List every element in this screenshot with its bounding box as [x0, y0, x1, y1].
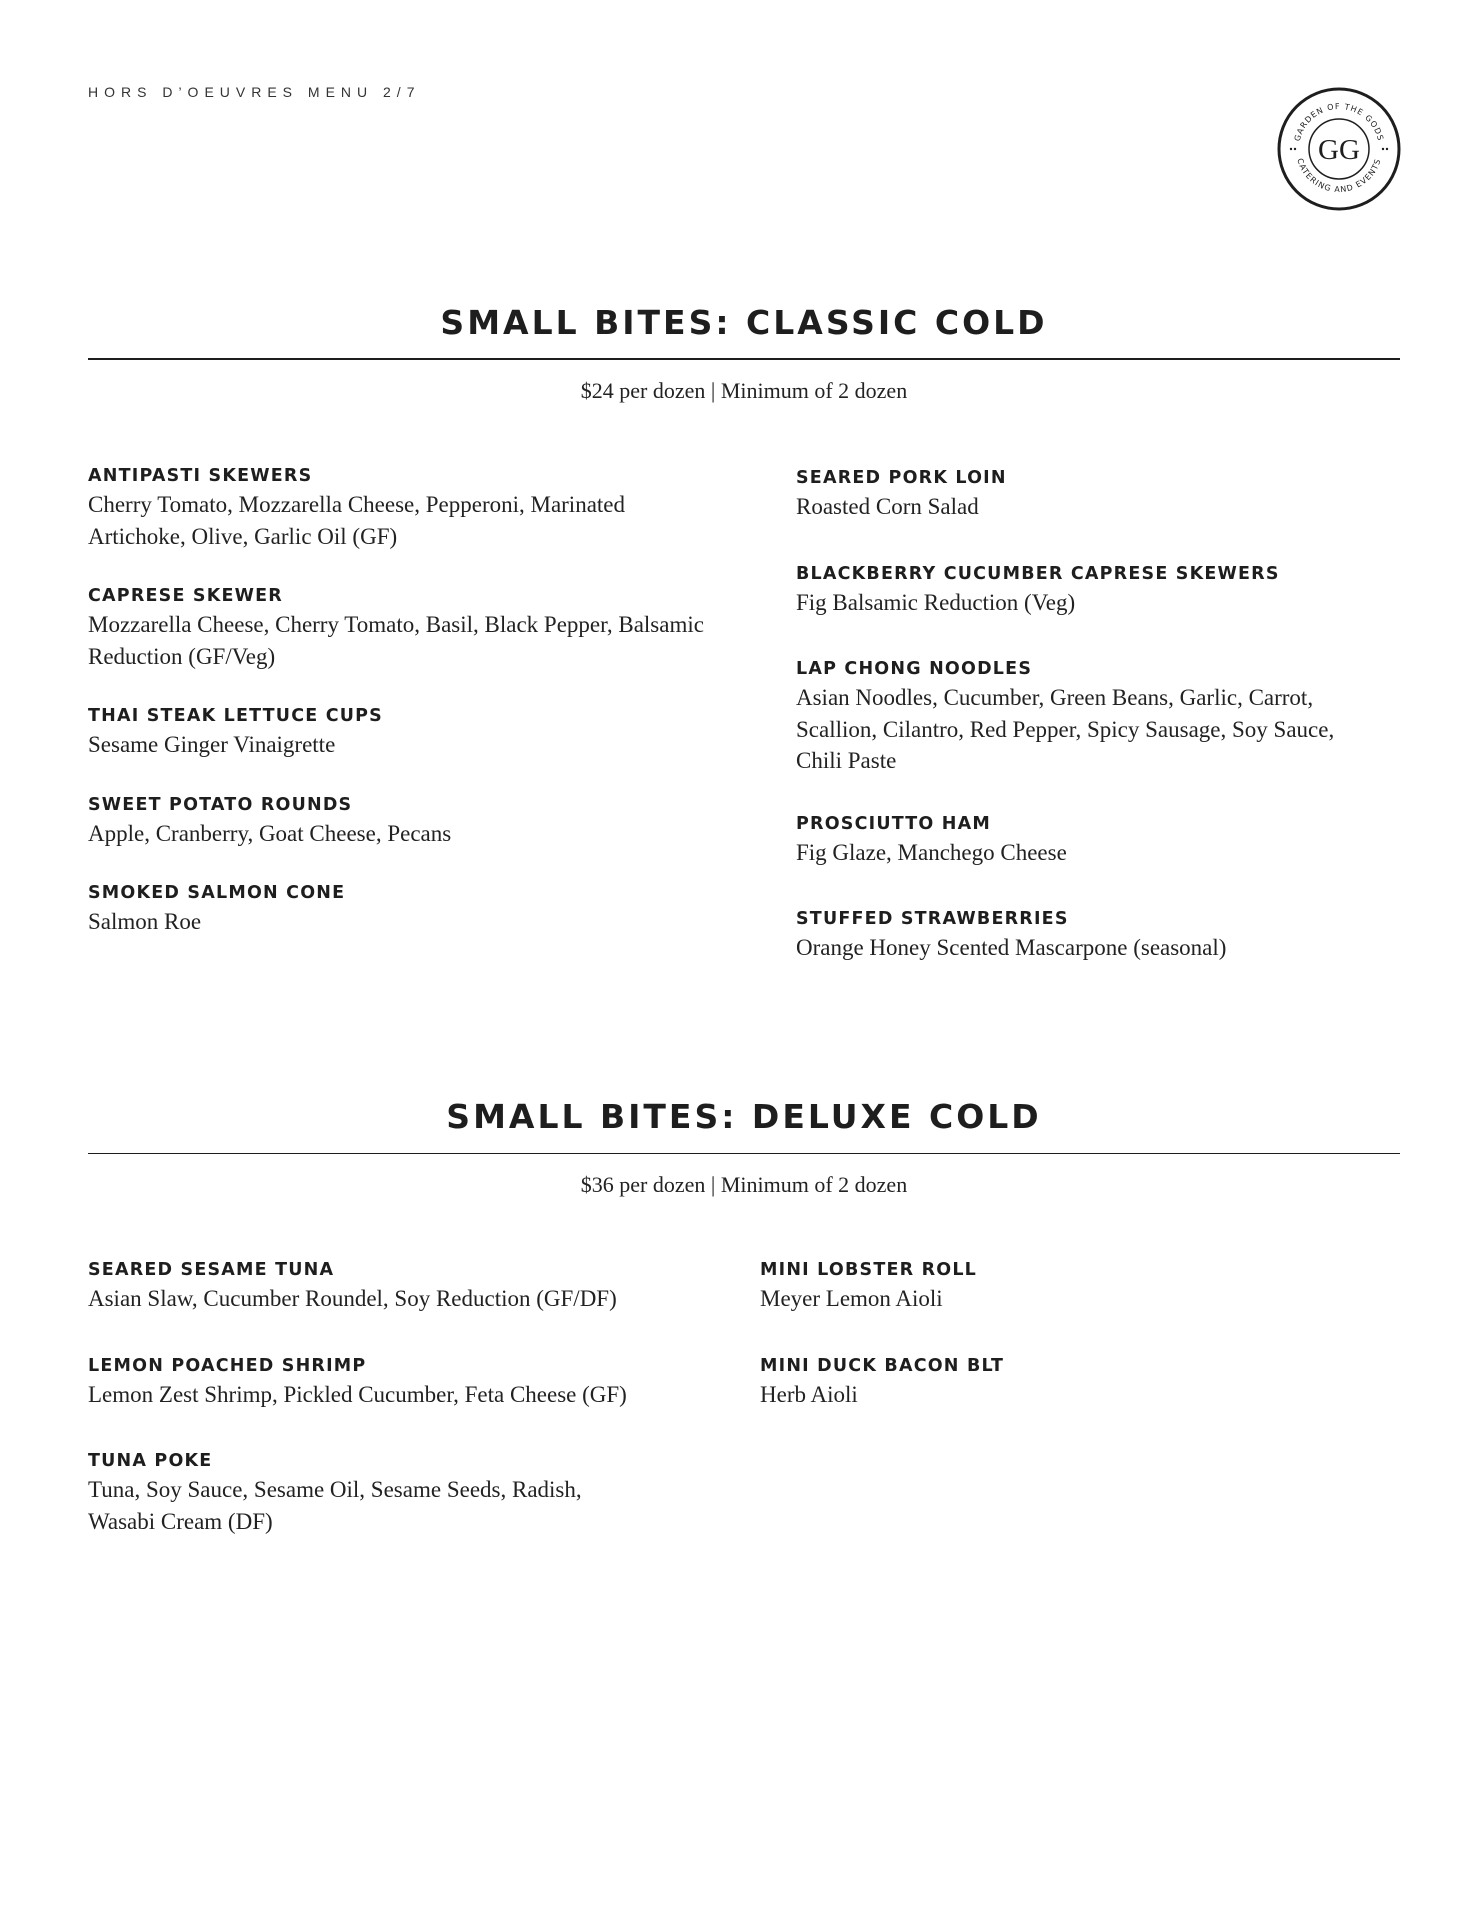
classic-cold-right-column — [796, 465, 1396, 964]
menu-item-name: LAP CHONG NOODLES — [796, 659, 1033, 679]
menu-item — [796, 906, 1396, 964]
menu-item-name: CAPRESE SKEWER — [88, 586, 283, 606]
menu-item — [88, 463, 748, 552]
garden-of-the-gods-logo — [1276, 86, 1402, 212]
menu-item — [796, 561, 1396, 619]
menu-item-description: Sesame Ginger Vinaigrette — [88, 732, 336, 757]
menu-item-name: PROSCIUTTO HAM — [796, 813, 991, 834]
section-price-classic-cold: $24 per dozen | Minimum of 2 dozen — [580, 378, 908, 403]
menu-item-name: SEARED SESAME TUNA — [88, 1260, 335, 1280]
menu-item — [796, 811, 1396, 869]
section-divider — [88, 358, 1400, 360]
menu-item-description: Salmon Roe — [88, 909, 202, 934]
menu-item-description: Cherry Tomato, Mozzarella Cheese, Pepperoni, Marinated Artichoke, Olive, Garlic Oil (GF) — [88, 492, 626, 549]
menu-item-description: Asian Noodles, Cucumber, Green Beans, Garlic, Carrot, Scallion, Cilantro, Red Pepper, Spicy Sausage, Soy Sauce, Chili Paste — [796, 685, 1335, 773]
menu-item — [88, 703, 748, 761]
menu-item-name: LEMON POACHED SHRIMP — [88, 1355, 367, 1376]
menu-item — [88, 792, 748, 850]
section-price-deluxe-cold: $36 per dozen | Minimum of 2 dozen — [580, 1172, 908, 1197]
menu-item-description: Tuna, Soy Sauce, Sesame Oil, Sesame Seeds, Radish, Wasabi Cream (DF) — [88, 1477, 582, 1534]
menu-item-description: Apple, Cranberry, Goat Cheese, Pecans — [88, 820, 452, 846]
menu-item — [796, 656, 1396, 777]
menu-item — [88, 1448, 708, 1537]
deluxe-cold-left-column — [88, 1257, 708, 1537]
menu-item-name: SEARED PORK LOIN — [796, 468, 1007, 488]
menu-item-description: Meyer Lemon Aioli — [760, 1286, 943, 1311]
section-title-deluxe-cold: SMALL BITES: DELUXE COLD — [446, 1097, 1042, 1136]
menu-item-name: BLACKBERRY CUCUMBER CAPRESE SKEWERS — [796, 563, 1280, 584]
menu-item — [760, 1353, 1360, 1411]
menu-item-name: MINI DUCK BACON BLT — [760, 1355, 1005, 1376]
menu-item-name: MINI LOBSTER ROLL — [760, 1260, 978, 1280]
menu-item-name: THAI STEAK LETTUCE CUPS — [88, 706, 383, 726]
logo-ring-bottom-text: CATERING AND EVENTS — [1295, 157, 1383, 195]
menu-item-name: TUNA POKE — [88, 1451, 213, 1471]
menu-item-name: STUFFED STRAWBERRIES — [796, 909, 1069, 929]
menu-item-description: Lemon Zest Shrimp, Pickled Cucumber, Feta Cheese (GF) — [88, 1381, 627, 1407]
menu-item-description: Roasted Corn Salad — [796, 494, 979, 519]
page-header-label: HORS D’OEUVRES MENU 2/7 — [88, 84, 421, 100]
menu-item-description: Asian Slaw, Cucumber Roundel, Soy Reduction (GF/DF) — [88, 1286, 617, 1311]
classic-cold-left-column — [88, 463, 748, 938]
section-title-classic-cold: SMALL BITES: CLASSIC COLD — [440, 303, 1048, 342]
logo-ring-top-text: GARDEN OF THE GODS — [1292, 101, 1386, 143]
menu-item — [88, 1353, 708, 1411]
logo-monogram: GG — [1318, 134, 1360, 166]
menu-item-description: Fig Glaze, Manchego Cheese — [796, 839, 1067, 865]
menu-item-description: Herb Aioli — [760, 1381, 858, 1407]
menu-item — [88, 583, 748, 672]
menu-item-description: Fig Balsamic Reduction (Veg) — [796, 589, 1076, 615]
menu-item-description: Orange Honey Scented Mascarpone (seasonal) — [796, 935, 1227, 960]
section-divider — [88, 1153, 1400, 1154]
menu-item — [760, 1257, 1360, 1315]
menu-item-description: Mozzarella Cheese, Cherry Tomato, Basil, Black Pepper, Balsamic Reduction (GF/Veg) — [88, 612, 704, 669]
menu-item-name: ANTIPASTI SKEWERS — [88, 466, 313, 486]
menu-item-name: SMOKED SALMON CONE — [88, 883, 346, 903]
menu-item — [796, 465, 1396, 523]
deluxe-cold-right-column — [760, 1257, 1360, 1410]
menu-item — [88, 1257, 708, 1315]
menu-item-name: SWEET POTATO ROUNDS — [88, 794, 353, 815]
menu-item — [88, 880, 748, 938]
